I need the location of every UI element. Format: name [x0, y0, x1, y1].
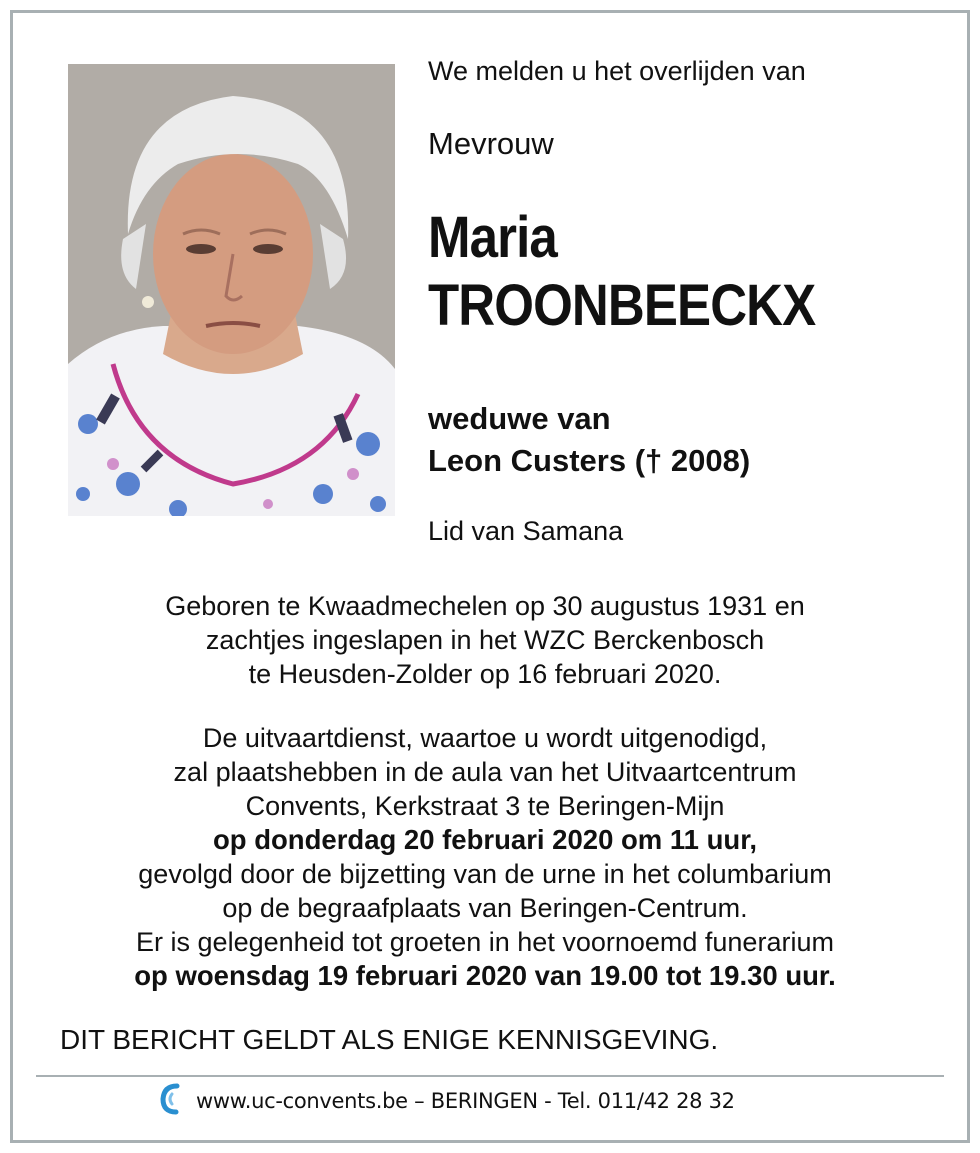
text-line: gevolgd door de bijzetting van de urne in het columbarium — [138, 859, 832, 889]
first-name: Maria — [428, 205, 557, 270]
text-line: zachtjes ingeslapen in het WZC Berckenbosch — [205, 625, 765, 655]
salutation: Mevrouw — [428, 126, 554, 161]
service-date: op donderdag 20 februari 2020 om 11 uur, — [212, 824, 758, 855]
membership: Lid van Samana — [428, 516, 624, 546]
last-name: TROONBEECKX — [428, 273, 816, 338]
footer — [158, 1082, 735, 1120]
divider — [36, 1075, 944, 1077]
text-line: zal plaatshebben in de aula van het Uitvaartcentrum — [173, 757, 797, 787]
visitation-date: op woensdag 19 februari 2020 van 19.00 tot 19.30 uur. — [134, 960, 836, 991]
text-line: Convents, Kerkstraat 3 te Beringen-Mijn — [245, 791, 725, 821]
text-line: te Heusden-Zolder op 16 februari 2020. — [248, 659, 722, 689]
text-line: De uitvaartdienst, waartoe u wordt uitgenodigd, — [202, 723, 768, 753]
funeral-service-text — [40, 721, 930, 993]
text-line: Geboren te Kwaadmechelen op 30 augustus 1931 en — [165, 591, 805, 621]
spouse-prefix: weduwe van — [428, 401, 611, 436]
spouse-info — [428, 398, 750, 482]
portrait-photo — [68, 64, 395, 516]
text-line: Er is gelegenheid tot groeten in het voornoemd funerarium — [136, 927, 834, 957]
official-notice: DIT BERICHT GELDT ALS ENIGE KENNISGEVING. — [60, 1024, 719, 1055]
funeral-home-logo-icon — [158, 1082, 184, 1121]
deceased-name — [428, 204, 815, 340]
text-line: op de begraafplaats van Beringen-Centrum. — [222, 893, 748, 923]
spouse-name: Leon Custers († 2008) — [428, 443, 751, 478]
birth-death-text — [40, 589, 930, 691]
announcement-intro: We melden u het overlijden van — [428, 56, 806, 86]
footer-contact: www.uc-convents.be – BERINGEN - Tel. 011/42 28 32 — [196, 1089, 735, 1113]
